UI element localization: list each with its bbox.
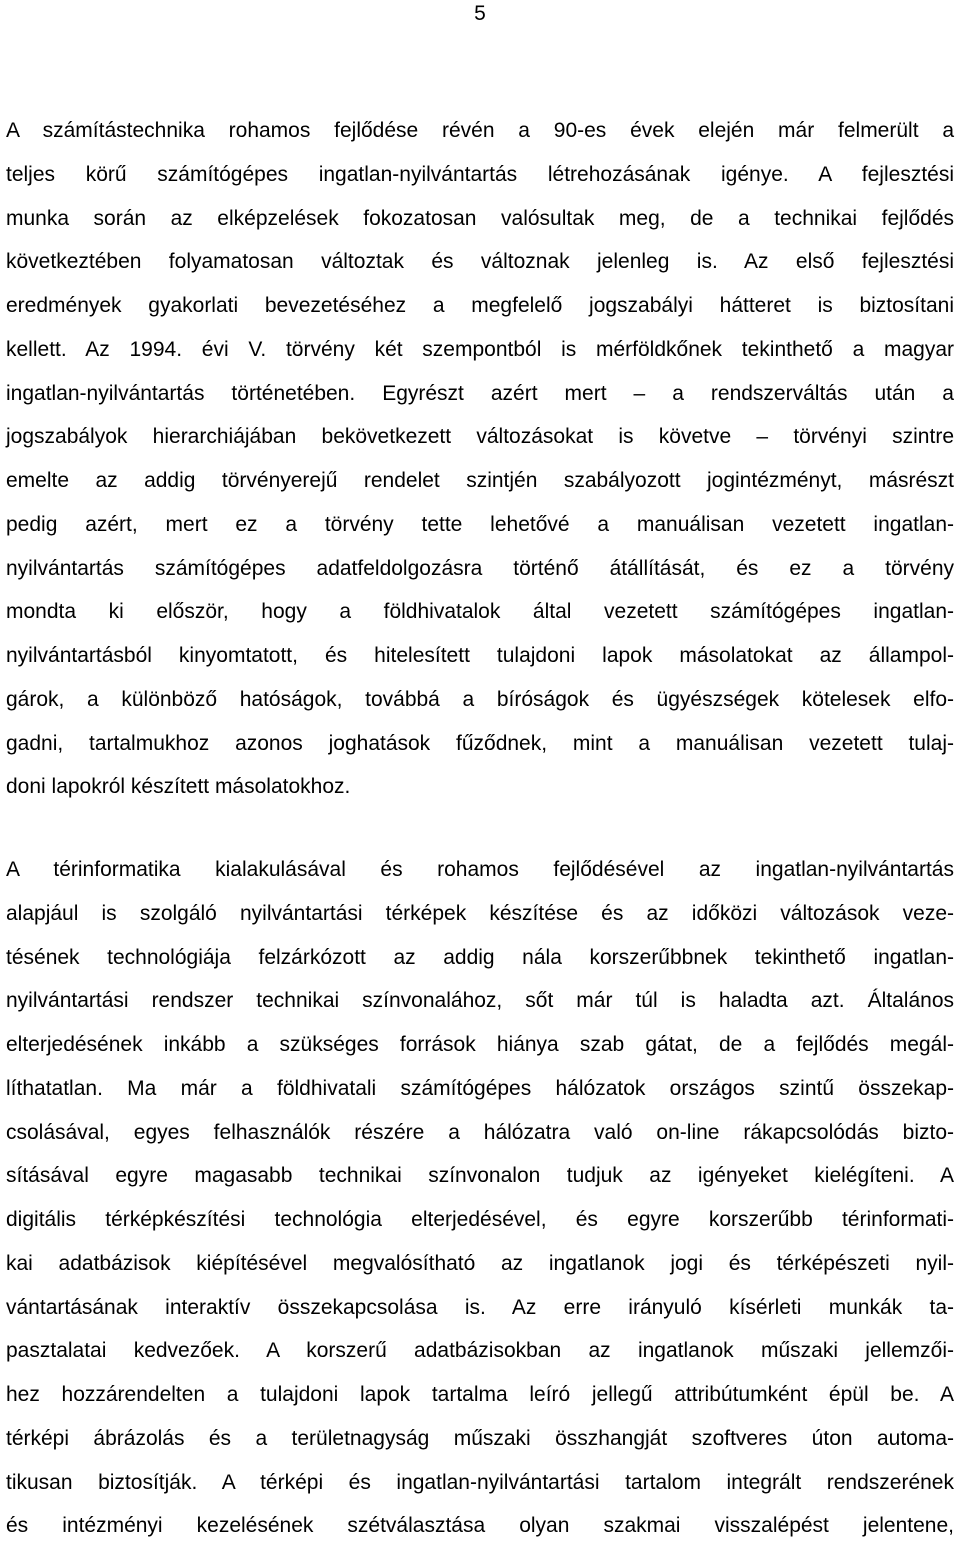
text-line: nyilvántartási rendszer technikai színvonalához, sőt már túl is haladta azt. Általános bbox=[6, 989, 954, 1013]
text-line: kellett. Az 1994. évi V. törvény két szempontból is mérföldkőnek tekinthető a magyar bbox=[6, 337, 954, 361]
text-line: digitális térképkészítési technológia elterjedésével, és egyre korszerűbb térinformati- bbox=[6, 1208, 954, 1231]
text-line: csolásával, egyes felhasználók részére a hálózatra való on-line rákapcsolódás bizto- bbox=[6, 1120, 954, 1144]
text-line: tikusan biztosítják. A térképi és ingatlan-nyilvántartási tartalom integrált rendszerének bbox=[6, 1470, 954, 1494]
text-line: eredmények gyakorlati bevezetéséhez a megfelelő jogszabályi hátteret is biztosítani bbox=[6, 294, 954, 317]
text-line: hez hozzárendelten a tulajdoni lapok tartalma leíró jellegű attribútumként épül be. A bbox=[6, 1383, 954, 1406]
paragraph-2 bbox=[6, 848, 954, 1548]
text-line: ingatlan-nyilvántartás történetében. Egyrészt azért mert – a rendszerváltás után a bbox=[6, 381, 954, 405]
text-line: sításával egyre magasabb technikai színvonalon tudjuk az igényeket kielégíteni. A bbox=[6, 1164, 954, 1188]
text-line: tésének technológiája felzárkózott az addig nála korszerűbbnek tekinthető ingatlan- bbox=[6, 945, 954, 969]
text-line: alapjául is szolgáló nyilvántartási térképek készítése és az időközi változások veze- bbox=[6, 901, 954, 925]
paragraph-1 bbox=[6, 109, 954, 809]
text-line: A számítástechnika rohamos fejlődése révén a 90-es évek elején már felmerült a bbox=[6, 119, 954, 142]
text-line: doni lapokról készített másolatokhoz. bbox=[6, 775, 351, 799]
text-line: pasztalatai kedvezőek. A korszerű adatbázisokban az ingatlanok műszaki jellemzői- bbox=[6, 1339, 954, 1363]
text-line: mondta ki először, hogy a földhivatalok által vezetett számítógépes ingatlan- bbox=[6, 600, 954, 624]
text-line: teljes körű számítógépes ingatlan-nyilvántartás létrehozásának igénye. A fejlesztési bbox=[6, 162, 954, 186]
text-line: jogszabályok hierarchiájában bekövetkezett változásokat is követve – törvényi szintre bbox=[6, 425, 954, 449]
text-line: pedig azért, mert ez a törvény tette lehetővé a manuálisan vezetett ingatlan- bbox=[6, 512, 954, 536]
text-line: és intézményi kezelésének szétválasztása olyan szakmai visszalépést jelentene, bbox=[6, 1514, 954, 1538]
text-line: elterjedésének inkább a szükséges források hiánya szab gátat, de a fejlődés megál- bbox=[6, 1033, 954, 1056]
text-line: kai adatbázisok kiépítésével megvalósítható az ingatlanok jogi és térképészeti nyil- bbox=[6, 1251, 954, 1275]
text-line: nyilvántartásból kinyomtatott, és hitelesített tulajdoni lapok másolatokat az állampol- bbox=[6, 644, 954, 667]
page-number: 5 bbox=[474, 2, 486, 25]
text-line: gárok, a különböző hatóságok, továbbá a bíróságok és ügyészségek kötelesek elfo- bbox=[6, 687, 954, 711]
text-line: térképi ábrázolás és a területnagyság műszaki összhangját szoftveres úton automa- bbox=[6, 1426, 954, 1450]
text-line: munka során az elképzelések fokozatosan valósultak meg, de a technikai fejlődés bbox=[6, 206, 954, 230]
text-line: líthatatlan. Ma már a földhivatali számítógépes hálózatok országos szintű összekap- bbox=[6, 1076, 954, 1100]
text-line: következtében folyamatosan változtak és változnak jelenleg is. Az első fejlesztési bbox=[6, 250, 954, 274]
text-line: gadni, tartalmukhoz azonos joghatások fűződnek, mint a manuálisan vezetett tulaj- bbox=[6, 731, 954, 755]
text-line: nyilvántartás számítógépes adatfeldolgozásra történő átállítását, és ez a törvény bbox=[6, 556, 954, 580]
text-line: A térinformatika kialakulásával és rohamos fejlődésével az ingatlan-nyilvántartás bbox=[6, 858, 954, 881]
text-line: vántartásának interaktív összekapcsolása is. Az erre irányuló kísérleti munkák ta- bbox=[6, 1295, 954, 1319]
text-line: emelte az addig törvényerejű rendelet szintjén szabályozott jogintézményt, másrészt bbox=[6, 469, 954, 492]
